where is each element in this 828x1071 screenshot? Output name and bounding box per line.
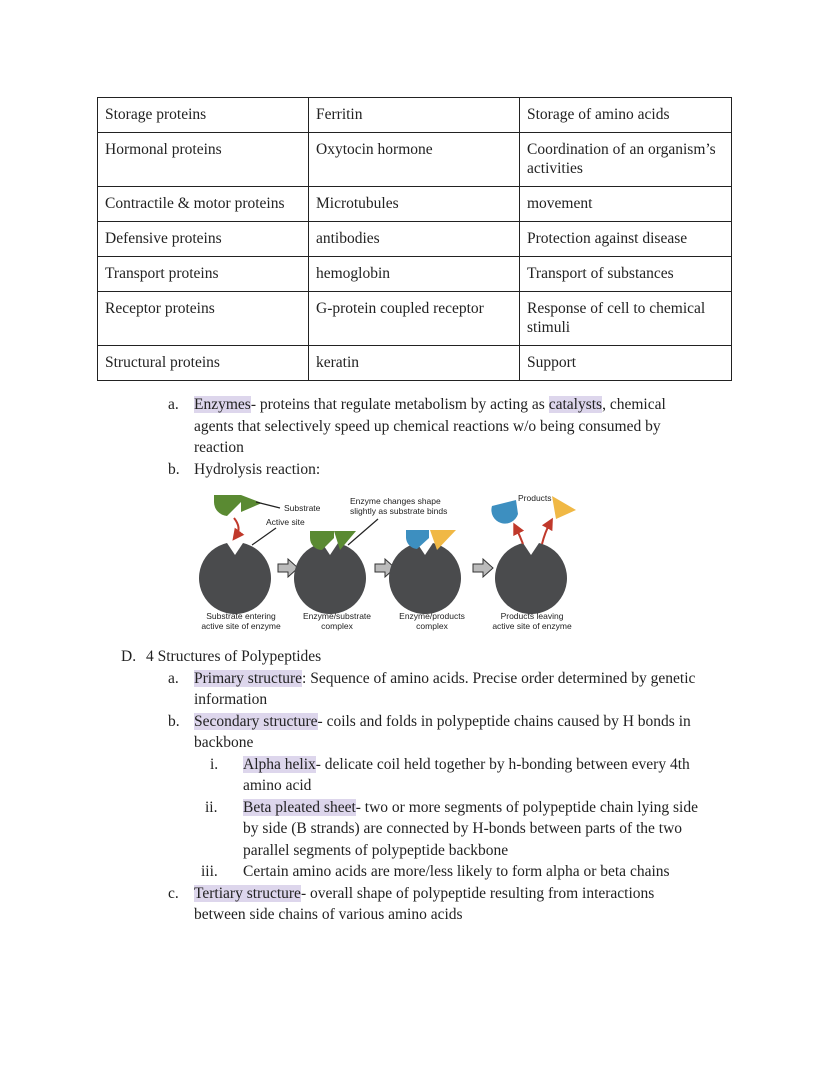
list-marker: ii.: [205, 798, 218, 816]
table-cell: antibodies: [309, 222, 520, 257]
table-cell: keratin: [309, 346, 520, 381]
item-text: between side chains of various amino acids: [194, 906, 463, 923]
list-marker: c.: [168, 884, 179, 902]
pointer-line: [252, 528, 276, 545]
step-arrow-icon: [473, 559, 493, 577]
table-cell: Coordination of an organism’s activities: [520, 133, 732, 187]
list-marker: b.: [168, 460, 180, 478]
label-active-site: Active site: [266, 517, 305, 527]
table-cell: Oxytocin hormone: [309, 133, 520, 187]
item-text: amino acid: [243, 777, 312, 794]
table-row: [98, 133, 732, 187]
list-item-alpha-helix: [243, 754, 690, 776]
item-text: backbone: [194, 734, 254, 751]
highlighted-term: catalysts: [548, 396, 603, 413]
caption: Enzyme/products: [399, 611, 465, 621]
table-cell: Hormonal proteins: [98, 133, 309, 187]
red-arrow: [516, 528, 523, 544]
list-item-amino-acids: Certain amino acids are more/less likely to form alpha or beta chains: [243, 863, 670, 880]
highlighted-term: Tertiary structure: [194, 884, 301, 902]
table-row: [98, 222, 732, 257]
red-arrow: [542, 523, 550, 544]
substrate-shape: [241, 495, 262, 512]
item-text: - overall shape of polypeptide resulting from interactions: [300, 884, 655, 902]
protein-types-table: [97, 97, 732, 381]
highlighted-term: Enzymes: [194, 396, 251, 413]
table-cell: Protection against disease: [520, 222, 732, 257]
label-changes-shape: Enzyme changes shape: [350, 496, 441, 506]
table-cell: Ferritin: [309, 98, 520, 133]
table-cell: Transport of substances: [520, 257, 732, 292]
enzyme-shape: [294, 543, 366, 614]
list-marker: a.: [168, 669, 179, 687]
red-arrow: [234, 518, 239, 536]
list-item-tertiary: [194, 883, 654, 905]
list-item-secondary: [194, 711, 691, 733]
table-row: [98, 346, 732, 381]
enzyme-shape: [389, 543, 461, 614]
highlighted-term: Beta pleated sheet: [243, 798, 356, 816]
diagram-svg: [190, 488, 590, 638]
caption: complex: [416, 621, 448, 631]
enzyme-shape: [199, 543, 271, 614]
highlighted-term: Primary structure: [194, 669, 303, 687]
list-item-enzymes: [194, 394, 666, 416]
caption: Substrate entering: [206, 611, 276, 621]
section-marker: D.: [121, 648, 137, 665]
enzyme-substrate-diagram: [190, 488, 590, 638]
label-changes-shape: slightly as substrate binds: [350, 506, 448, 516]
list-marker: b.: [168, 712, 180, 730]
table-cell: movement: [520, 187, 732, 222]
label-products: Products: [518, 493, 552, 503]
pointer-line: [256, 502, 280, 508]
product-blue-shape: [491, 500, 518, 524]
table-row: [98, 257, 732, 292]
item-text: parallel segments of polypeptide backbone: [243, 841, 509, 859]
caption: Products leaving: [500, 611, 564, 621]
list-item-primary: [194, 668, 695, 690]
highlighted-term: Secondary structure: [194, 712, 318, 730]
table-cell: Response of cell to chemical stimuli: [520, 292, 732, 346]
item-text: - two or more segments of polypeptide chain lying side: [355, 798, 698, 816]
item-text: reaction: [194, 439, 244, 456]
table-cell: hemoglobin: [309, 257, 520, 292]
list-item-beta-sheet: [243, 797, 698, 819]
table-cell: Defensive proteins: [98, 222, 309, 257]
enzyme-shape: [495, 543, 567, 614]
item-text: information: [194, 691, 268, 708]
table-row: [98, 98, 732, 133]
highlighted-term: Alpha helix: [243, 755, 316, 773]
list-item-hydrolysis: Hydrolysis reaction:: [194, 460, 321, 478]
item-text: - proteins that regulate metabolism by acting as: [250, 396, 549, 413]
item-text: - coils and folds in polypeptide chains caused by H bonds in: [317, 712, 691, 730]
caption: active site of enzyme: [492, 621, 572, 631]
section-title: 4 Structures of Polypeptides: [146, 648, 322, 665]
item-text: - delicate coil held together by h-bonding between every 4th: [315, 755, 690, 773]
table-cell: Transport proteins: [98, 257, 309, 292]
table-cell: Storage proteins: [98, 98, 309, 133]
item-text: , chemical: [602, 396, 666, 413]
table-cell: G-protein coupled receptor: [309, 292, 520, 346]
caption: complex: [321, 621, 353, 631]
list-marker: i.: [210, 755, 219, 773]
item-text: : Sequence of amino acids. Precise order determined by genetic: [302, 669, 696, 687]
item-text: by side (B strands) are connected by H-bonds between parts of the two: [243, 820, 683, 837]
table-cell: Contractile & motor proteins: [98, 187, 309, 222]
substrate-shape: [214, 495, 241, 516]
item-text: agents that selectively speed up chemical reactions w/o being consumed by: [194, 417, 661, 435]
table-cell: Support: [520, 346, 732, 381]
table-row: [98, 187, 732, 222]
table-cell: Receptor proteins: [98, 292, 309, 346]
table-cell: Microtubules: [309, 187, 520, 222]
list-marker: a.: [168, 396, 179, 413]
table-cell: Structural proteins: [98, 346, 309, 381]
table-row: [98, 292, 732, 346]
caption: Enzyme/substrate: [302, 611, 372, 621]
table-cell: Storage of amino acids: [520, 98, 732, 133]
list-marker: iii.: [201, 863, 218, 880]
label-substrate: Substrate: [284, 503, 321, 513]
caption: active site of enzyme: [201, 621, 281, 631]
product-yellow-shape: [552, 496, 576, 519]
